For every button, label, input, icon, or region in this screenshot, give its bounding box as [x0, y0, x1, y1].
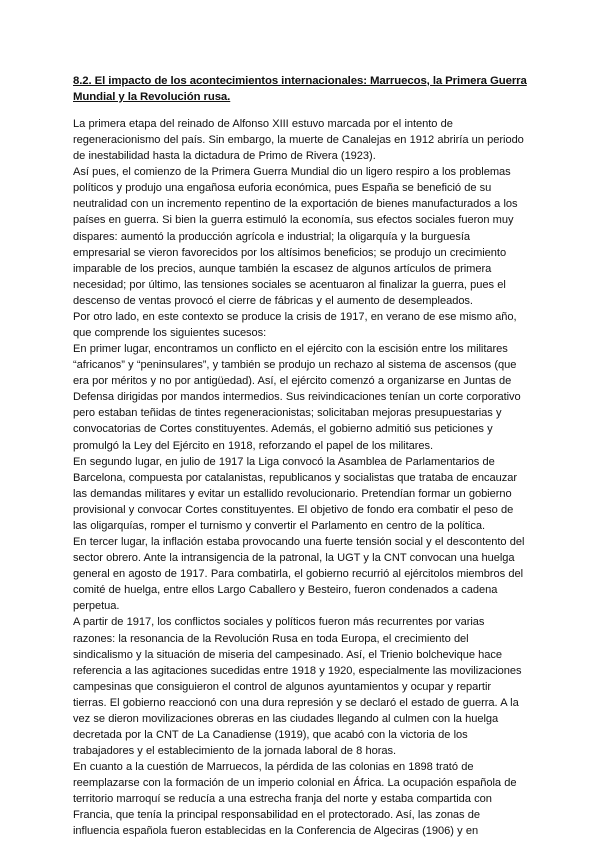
- text-line: referencia a las agitaciones sucedidas entre 1918 y 1920, especialmente las movilizaciones: [73, 664, 522, 677]
- text-line: era por méritos y no por antigüedad). Así, el ejército comenzó a organizarse en Juntas de: [73, 375, 512, 388]
- text-line: trabajadores y el establecimiento de la jornada laboral de 8 horas.: [73, 745, 397, 758]
- body-text: [73, 116, 553, 840]
- text-line: vez se dieron movilizaciones obreras en las ciudades llegando al culmen con la huelga: [73, 712, 499, 725]
- text-line: sindicalismo y la situación de miseria del campesinado. Así, el Trienio bolchevique hace: [73, 648, 503, 661]
- text-line: provisional y convocar Cortes constituyentes. El objetivo de fondo era combatir el peso de: [73, 503, 514, 516]
- text-line: En segundo lugar, en julio de 1917 la Liga convocó la Asamblea de Parlamentarios de: [73, 455, 495, 468]
- text-line: “africanos” y “peninsulares”, y también se produjo un rechazo al sistema de ascensos (que: [73, 359, 517, 372]
- text-line: países en guerra. Si bien la guerra estimuló la economía, sus efectos sociales fueron muy: [73, 214, 514, 227]
- text-line: territorio marroquí se reducía a una estrecha franja del norte y estaba compartida con: [73, 793, 492, 806]
- text-line: neutralidad con un incremento repentino de la exportación de bienes manufacturados a los: [73, 198, 518, 211]
- text-line: comité de huelga, entre ellos Largo Caballero y Besteiro, fueron condenados a cadena: [73, 584, 498, 597]
- text-line: dispares: aumentó la producción agrícola e industrial; la oligarquía y la burguesía: [73, 230, 471, 243]
- text-line: las demandas militares y evitar un estallido revolucionario. Pretendían formar un gobierno: [73, 487, 512, 500]
- text-line: las oligarquías, romper el turnismo y convertir el Parlamento en centro de la política.: [73, 519, 485, 532]
- text-line: perpetua.: [73, 600, 120, 613]
- text-line: campesinas que consiguieron el control de algunos ayuntamientos y ocupar y repartir: [73, 680, 492, 693]
- text-line: decretada por la CNT de La Canadiense (1919), que acabó con la victoria de los: [73, 728, 468, 741]
- text-line: general en agosto de 1917. Para combatirla, el gobierno recurrió al ejércitolos miembros del: [73, 568, 524, 581]
- text-line: influencia española fueron establecidas en la Conferencia de Algeciras (1906) y en: [73, 825, 479, 838]
- text-line: necesidad; por último, las tensiones sociales se acentuaron al finalizar la guerra, pues el: [73, 278, 506, 291]
- heading-line: Mundial y la Revolución rusa.: [73, 91, 231, 103]
- text-line: regeneracionismo del país. Sin embargo, la muerte de Canalejas en 1912 abriría un periodo: [73, 134, 524, 147]
- text-line: La primera etapa del reinado de Alfonso XIII estuvo marcada por el intento de: [73, 118, 453, 130]
- text-line: imparable de los precios, aunque también la escasez de algunos artículos de primera: [73, 262, 492, 275]
- text-line: En primer lugar, encontramos un conflicto en el ejército con la escisión entre los militares: [73, 343, 508, 356]
- text-line: políticos y produjo una engañosa euforia económica, pues España se benefició de su: [73, 182, 492, 195]
- text-line: reemplazarse con la formación de un imperio colonial en África. La ocupación española de: [73, 777, 517, 790]
- text-line: descenso de ventas provocó el cierre de fábricas y el aumento de desempleados.: [73, 294, 473, 307]
- text-line: empresarial se vieron favorecidos por los altísimos beneficios; se produjo un crecimiento: [73, 246, 507, 259]
- text-line: promulgó la Ley del Ejército en 1918, reforzando el papel de los militares.: [73, 439, 434, 452]
- section-heading: [73, 73, 543, 105]
- text-line: En tercer lugar, la inflación estaba provocando una fuerte tensión social y el descontento del: [73, 536, 525, 549]
- text-line: pero estaban teñidas de tintes regeneracionistas; solicitaban mejoras presupuestarias y: [73, 407, 502, 420]
- text-line: A partir de 1917, los conflictos sociales y políticos fueron más recurrentes por varias: [73, 616, 485, 629]
- text-line: tierras. El gobierno reaccionó con una dura represión y se declaró el estado de guerra. A la: [73, 696, 519, 709]
- text-line: Así pues, el comienzo de la Primera Guerra Mundial dio un ligero respiro a los problemas: [73, 166, 511, 179]
- text-line: razones: la resonancia de la Revolución Rusa en toda Europa, el crecimiento del: [73, 632, 469, 645]
- heading-line: 8.2. El impacto de los acontecimientos internacionales: Marruecos, la Primera Guerra: [73, 75, 527, 87]
- text-line: Por otro lado, en este contexto se produce la crisis de 1917, en verano de ese mismo año,: [73, 310, 517, 323]
- text-line: sector obrero. Ante la intransigencia de la patronal, la UGT y la CNT convocan una huelga: [73, 552, 515, 565]
- text-line: de inestabilidad hasta la dictadura de Primo de Rivera (1923).: [73, 150, 376, 163]
- text-line: que comprende los siguientes sucesos:: [73, 327, 267, 340]
- text-line: Defensa dirigidas por mandos intermedios. Sus reivindicaciones tenían un corte corporativo: [73, 391, 521, 404]
- text-line: Barcelona, compuesta por catalanistas, republicanos y socialistas que trataba de encauzar: [73, 471, 518, 484]
- text-line: En cuanto a la cuestión de Marruecos, la pérdida de las colonias en 1898 trató de: [73, 761, 474, 774]
- text-line: Francia, que tenía la principal responsabilidad en el protectorado. Así, las zonas de: [73, 809, 481, 822]
- text-line: convocatorias de Cortes constituyentes. Además, el gobierno admitió sus peticiones y: [73, 423, 493, 436]
